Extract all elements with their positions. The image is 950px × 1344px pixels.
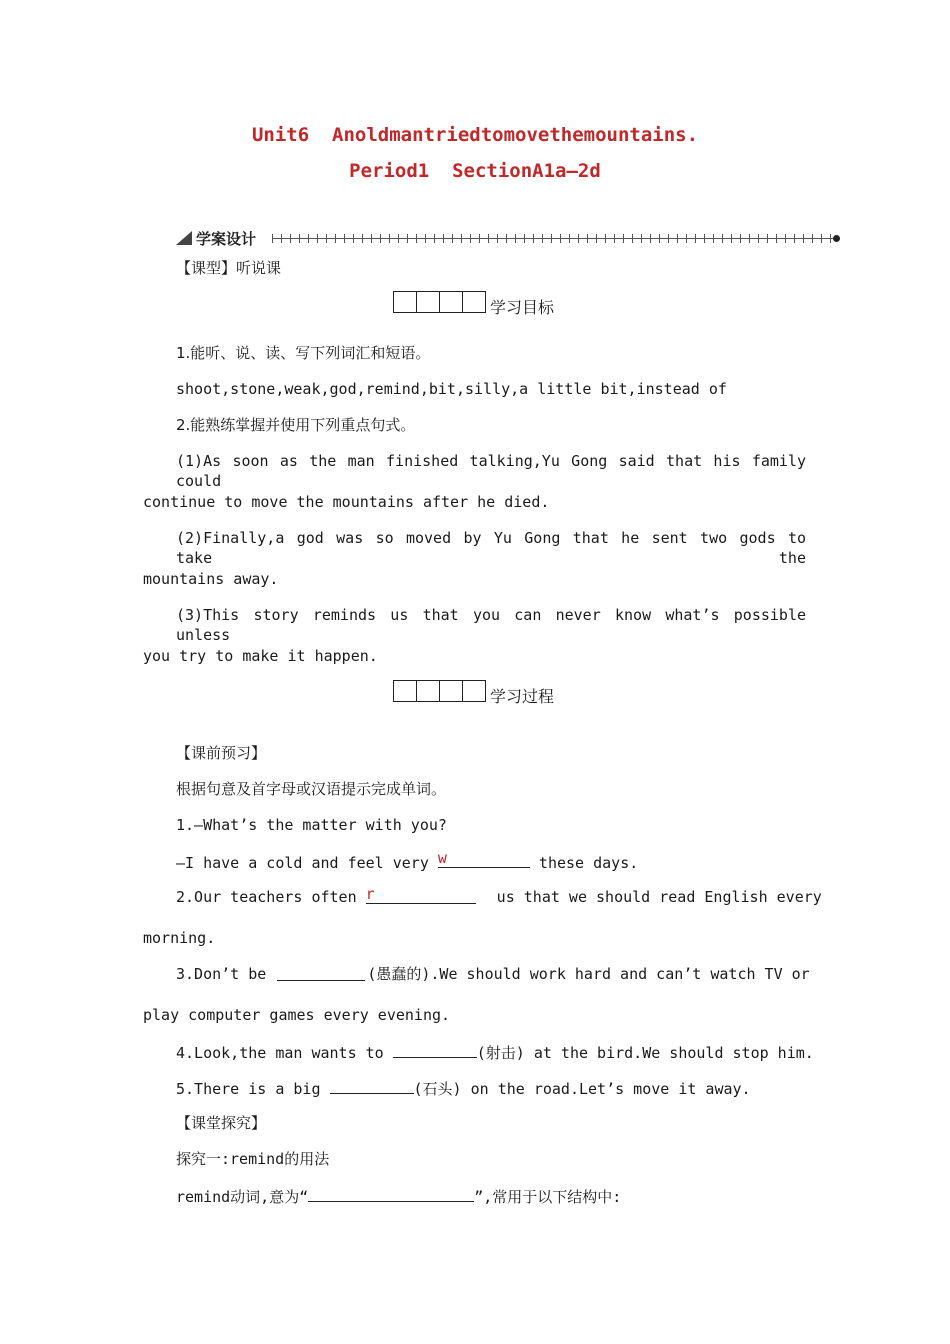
q5-text-after: (石头) on the road.Let’s move it away. [413, 1080, 751, 1098]
box-icon [416, 680, 440, 702]
goals-label: 学习目标 [490, 298, 555, 317]
sentence-1-line-2: continue to move the mountains after he died. [143, 493, 550, 511]
question-2-line-1 [176, 885, 822, 907]
question-5 [176, 1077, 751, 1099]
triangle-icon [176, 231, 192, 245]
question-1-line-2 [176, 851, 638, 873]
q3-answer-blank[interactable] [277, 964, 365, 981]
question-2-line-2: morning. [143, 929, 216, 947]
q5-answer-blank[interactable] [330, 1077, 414, 1094]
sentence-3-line-1: (3)This story reminds us that you can never know what’s possible unless [176, 606, 806, 644]
q3-text-before: 3.Don’t be [176, 965, 276, 983]
box-icon [393, 680, 417, 702]
bullet-dot-icon [833, 235, 840, 242]
question-3-line-2: play computer games every evening. [143, 1006, 451, 1024]
sentence-3-line-2: you try to make it happen. [143, 647, 378, 665]
q5-text-before: 5.There is a big [176, 1080, 330, 1098]
unit-title: Unit6 Anoldmantriedtomovethemountains. [251, 124, 699, 146]
explore-heading: 【课堂探究】 [176, 1114, 267, 1132]
q2-text-after: us that we should read English every [487, 888, 822, 906]
question-1-line-1: 1.—What’s the matter with you? [176, 816, 447, 834]
box-icon [462, 291, 486, 313]
box-icon [416, 291, 440, 313]
q4-text-before: 4.Look,the man wants to [176, 1044, 393, 1062]
definition-text-after: ”,常用于以下结构中: [474, 1188, 622, 1206]
lesson-type: 【课型】听说课 [176, 259, 282, 277]
process-label: 学习过程 [490, 687, 555, 706]
box-icon [439, 680, 463, 702]
sentence-1-line-1: (1)As soon as the man finished talking,Yu Gong said that his family could [176, 452, 806, 490]
question-3-line-1 [176, 964, 810, 984]
goal-item-2: 2.能熟练掌握并使用下列重点句式。 [176, 416, 416, 434]
question-4 [176, 1041, 814, 1063]
sentence-2-line-1: (2)Finally,a god was so moved by Yu Gong that he sent two gods to take the [176, 529, 806, 567]
box-icon [393, 291, 417, 313]
goal-item-1: 1.能听、说、读、写下列词汇和短语。 [176, 344, 431, 362]
sentence-2-line-2: mountains away. [143, 570, 279, 588]
q1-text-before: —I have a cold and feel very [176, 854, 438, 872]
preview-heading: 【课前预习】 [176, 744, 267, 762]
q1-answer-blank[interactable] [438, 851, 530, 868]
decorative-boxes [393, 680, 485, 702]
period-title: Period1 SectionA1a—2d [349, 160, 601, 182]
remind-definition [176, 1185, 621, 1207]
q1-text-after: these days. [529, 854, 639, 872]
q2-hint-letter: r [365, 885, 375, 903]
definition-answer-blank[interactable] [308, 1185, 474, 1202]
vocab-list: shoot,stone,weak,god,remind,bit,silly,a little bit,instead of [176, 380, 727, 398]
box-icon [462, 680, 486, 702]
q1-hint-letter: w [437, 849, 447, 867]
section-header-label: 学案设计 [196, 230, 257, 248]
box-icon [439, 291, 463, 313]
explore-topic: 探究一:remind的用法 [176, 1150, 330, 1168]
preview-instruction: 根据句意及首字母或汉语提示完成单词。 [176, 780, 447, 798]
q2-answer-blank[interactable] [366, 887, 476, 904]
definition-text-before: remind动词,意为“ [176, 1188, 309, 1206]
rule-line [272, 238, 834, 239]
q4-answer-blank[interactable] [393, 1041, 477, 1058]
decorative-boxes [393, 291, 485, 313]
q2-text-before: 2.Our teachers often [176, 888, 366, 906]
q4-text-after: (射击) at the bird.We should stop him. [476, 1044, 814, 1062]
section-header-bar [176, 228, 840, 250]
q3-text-after: (愚蠢的).We should work hard and can’t watch TV or [367, 965, 810, 983]
